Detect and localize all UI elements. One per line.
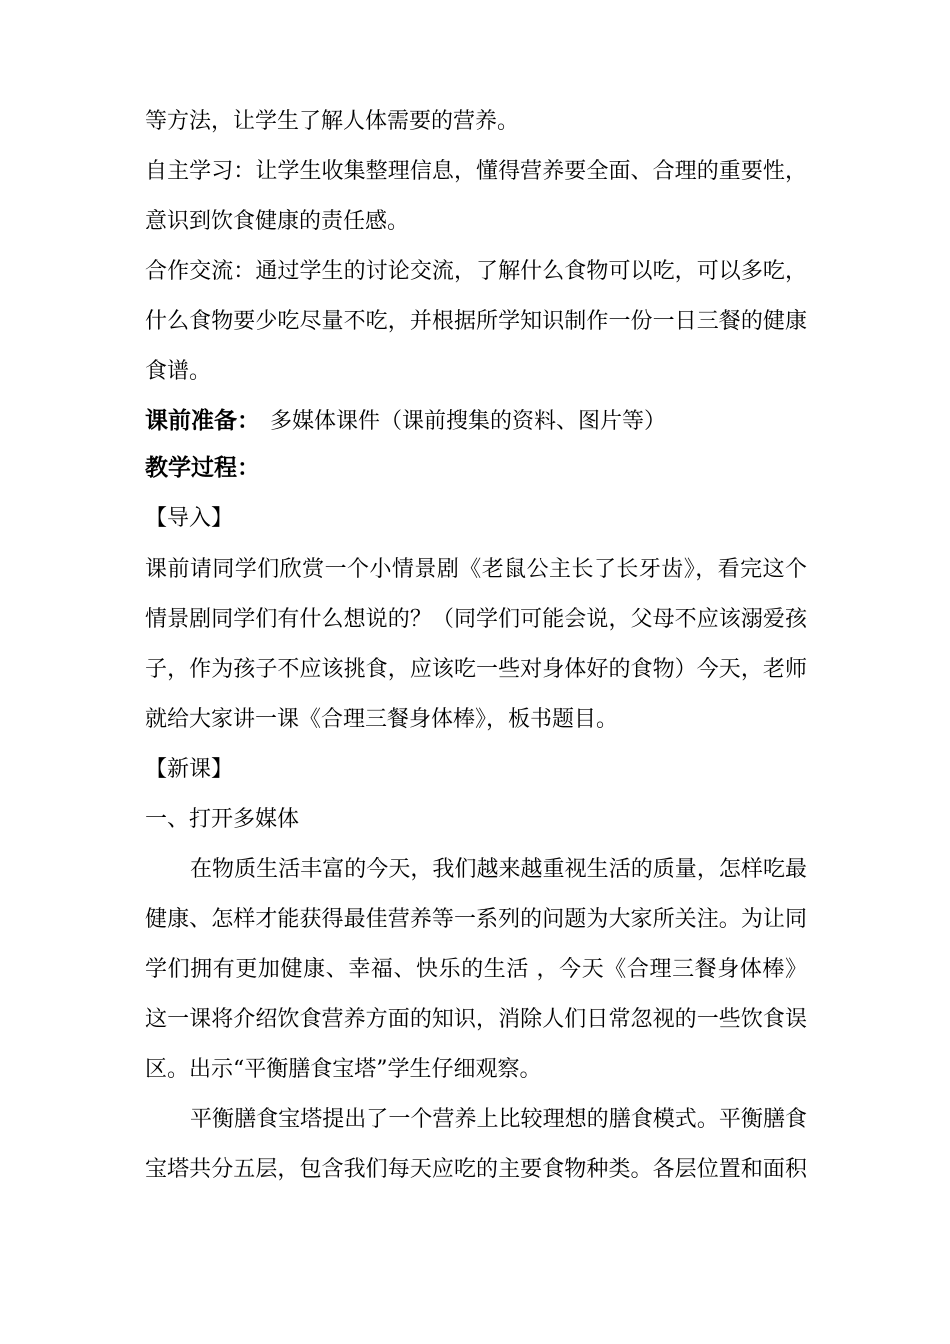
text-line: 食谱。 [145,359,212,384]
text-line: 这一课将介绍饮食营养方面的知识，消除人们日常忽视的一些饮食误 [145,1007,807,1032]
text-line: 等方法，让学生了解人体需要的营养。 [145,109,520,134]
text-line: 合作交流：通过学生的讨论交流，了解什么食物可以吃，可以多吃， [145,259,807,284]
text-line: 意识到饮食健康的责任感。 [145,209,410,234]
text-line: 宝塔共分五层，包含我们每天应吃的主要食物种类。各层位置和面积 [145,1157,807,1182]
text-line: 情景剧同学们有什么想说的？（同学们可能会说，父母不应该溺爱孩 [145,607,807,632]
text-line: 子，作为孩子不应该挑食，应该吃一些对身体好的食物）今天，老师 [145,657,807,682]
text-line: 自主学习：让学生收集整理信息，懂得营养要全面、合理的重要性， [145,159,807,184]
text-line: 健康、怎样才能获得最佳营养等一系列的问题为大家所关注。为让同 [145,907,807,932]
text-line: 就给大家讲一课《合理三餐身体棒》，板书题目。 [145,707,619,732]
intro-heading: 【导入】 [145,506,234,531]
text-line: 在物质生活丰富的今天，我们越来越重视生活的质量，怎样吃最 [190,857,807,882]
text-line: 课前请同学们欣赏一个小情景剧《老鼠公主长了长牙齿》，看完这个 [145,557,807,582]
text-line: 区。出示“平衡膳食宝塔”学生仔细观察。 [145,1057,542,1082]
prep-text: 多媒体课件（课前搜集的资料、图片等） [270,409,667,434]
process-heading: 教学过程： [145,455,260,481]
prep-line [145,406,666,436]
new-lesson-heading: 【新课】 [145,757,234,782]
text-line: 什么食物要少吃尽量不吃，并根据所学知识制作一份一日三餐的健康 [145,309,807,334]
text-line: 学们拥有更加健康、幸福、快乐的生活 ，今天《合理三餐身体棒》 [145,957,807,982]
text-line: 平衡膳食宝塔提出了一个营养上比较理想的膳食模式。平衡膳食 [190,1107,807,1132]
section-heading: 一、打开多媒体 [145,807,300,832]
prep-label: 课前准备： [145,408,260,434]
